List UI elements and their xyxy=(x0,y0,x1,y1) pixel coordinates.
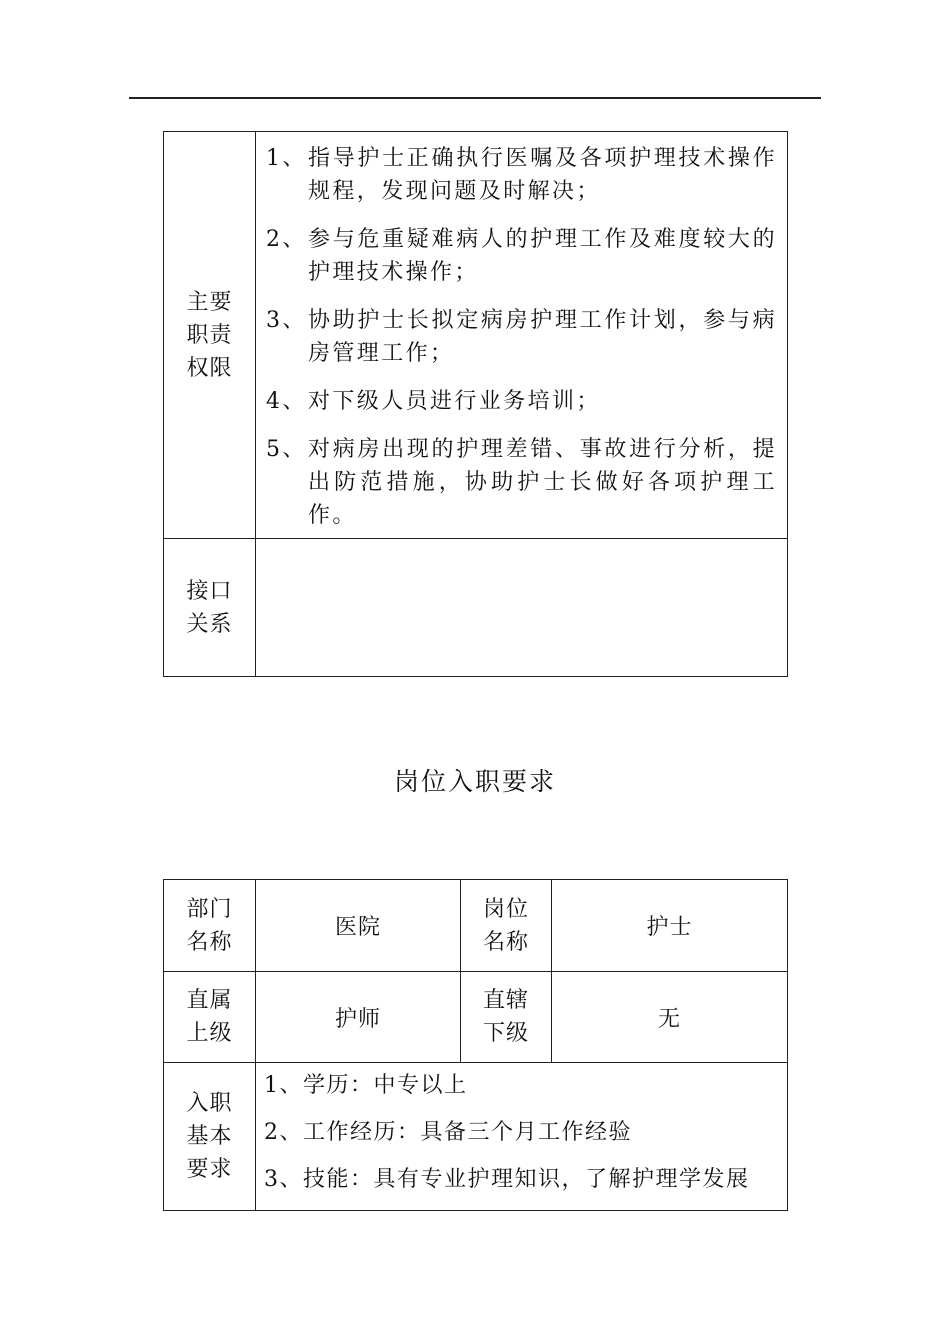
section-title: 岗位入职要求 xyxy=(393,767,556,796)
requirements-label-line: 入职 xyxy=(186,1091,233,1116)
duty-item xyxy=(266,433,777,532)
dept-value: 医院 xyxy=(256,880,461,972)
duty-number: 4、 xyxy=(266,389,307,414)
duty-text: 对病房出现的护理差错、事故进行分析，提出防范措施，协助护士长做好各项护理工作。 xyxy=(308,437,777,528)
duties-label-line: 主要 xyxy=(186,289,233,315)
dept-label xyxy=(164,880,256,972)
duties-label-line: 权限 xyxy=(186,355,233,381)
requirements-label xyxy=(164,1063,256,1211)
requirement-item: 2、工作经历：具备三个月工作经验 xyxy=(264,1120,632,1145)
superior-row xyxy=(164,972,788,1063)
superior-value: 护师 xyxy=(256,972,461,1063)
requirement-item: 3、技能：具有专业护理知识，了解护理学发展 xyxy=(264,1167,750,1192)
interface-value xyxy=(256,539,788,677)
duties-label xyxy=(164,132,256,539)
duty-text: 参与危重疑难病人的护理工作及难度较大的护理技术操作； xyxy=(308,227,777,285)
duty-item xyxy=(266,142,777,208)
header-rule xyxy=(129,97,821,99)
subordinate-label xyxy=(461,972,552,1063)
interface-label-line: 关系 xyxy=(186,611,233,637)
requirement-item: 1、学历：中专以上 xyxy=(264,1073,468,1098)
duty-item xyxy=(266,304,777,370)
superior-label-line: 上级 xyxy=(186,1021,233,1046)
requirements-label-line: 基本 xyxy=(186,1124,233,1149)
duty-number: 1、 xyxy=(266,146,307,171)
requirements-label-line: 要求 xyxy=(186,1157,233,1182)
interface-row xyxy=(164,539,788,677)
superior-label-line: 直属 xyxy=(186,988,233,1013)
duty-text: 指导护士正确执行医嘱及各项护理技术操作规程，发现问题及时解决； xyxy=(308,146,777,204)
duty-text: 协助护士长拟定病房护理工作计划，参与病房管理工作； xyxy=(308,308,777,366)
subordinate-label-line: 下级 xyxy=(482,1021,529,1046)
duties-list xyxy=(256,132,788,539)
dept-label-line: 部门 xyxy=(186,896,233,922)
duties-table xyxy=(163,131,788,677)
duties-row xyxy=(164,132,788,539)
subordinate-value: 无 xyxy=(552,972,788,1063)
post-label xyxy=(461,880,552,972)
duty-item xyxy=(266,385,777,418)
duties-label-line: 职责 xyxy=(186,322,233,348)
subordinate-label-line: 直辖 xyxy=(482,988,529,1013)
interface-label xyxy=(164,539,256,677)
post-value: 护士 xyxy=(552,880,788,972)
dept-label-line: 名称 xyxy=(186,929,233,955)
superior-label xyxy=(164,972,256,1063)
duty-item xyxy=(266,223,777,289)
duty-number: 2、 xyxy=(266,227,307,252)
duty-number: 5、 xyxy=(266,437,307,462)
requirements-table xyxy=(163,879,788,1211)
requirements-list xyxy=(256,1063,788,1211)
interface-label-line: 接口 xyxy=(186,578,233,604)
duty-text: 对下级人员进行业务培训； xyxy=(308,389,601,414)
requirements-row xyxy=(164,1063,788,1211)
post-label-line: 名称 xyxy=(482,929,529,955)
duty-number: 3、 xyxy=(266,308,307,333)
post-label-line: 岗位 xyxy=(482,896,529,922)
dept-row xyxy=(164,880,788,972)
